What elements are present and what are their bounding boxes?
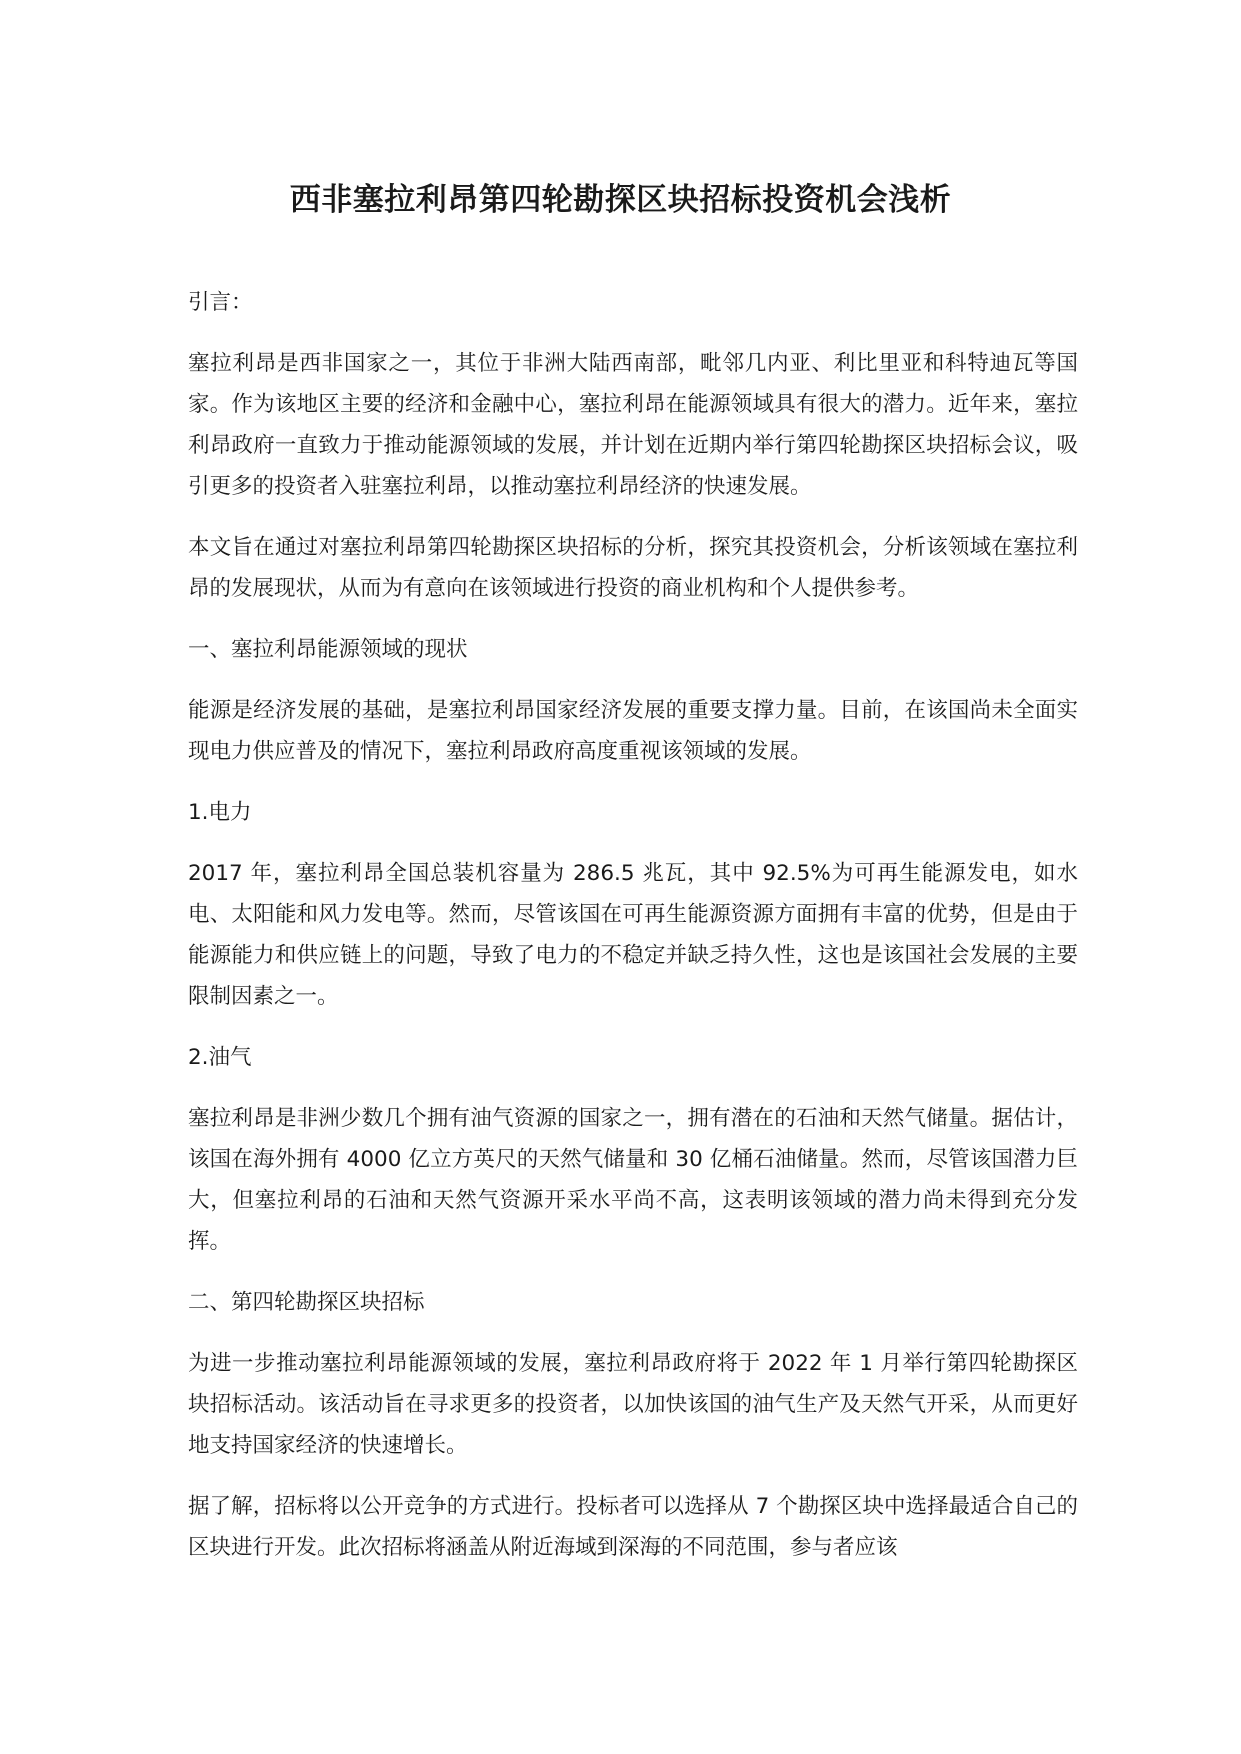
subsection-electricity-heading: 1.电力 — [188, 800, 252, 825]
section-1-heading: 一、塞拉利昂能源领域的现状 — [188, 637, 468, 662]
document-body — [188, 282, 1078, 1588]
subsection-oil-gas-heading: 2.油气 — [188, 1045, 252, 1070]
intro-paragraph-2: 本文旨在通过对塞拉利昂第四轮勘探区块招标的分析，探究其投资机会，分析该领域在塞拉利昂的发展现状，从而为有意向在该领域进行投资的商业机构和个人提供参考。 — [188, 535, 1078, 601]
subsection-oil-gas-paragraph: 塞拉利昂是非洲少数几个拥有油气资源的国家之一，拥有潜在的石油和天然气储量。据估计，该国在海外拥有 4000 亿立方英尺的天然气储量和 30 亿桶石油储量。然而，尽管该国潜力巨大，但塞拉利昂的石油和天然气资源开采水平尚不高，这表明该领域的潜力尚未得到充分发挥。 — [188, 1106, 1078, 1254]
section-1-paragraph: 能源是经济发展的基础，是塞拉利昂国家经济发展的重要支撑力量。目前，在该国尚未全面实现电力供应普及的情况下，塞拉利昂政府高度重视该领域的发展。 — [188, 698, 1078, 764]
subsection-electricity-paragraph: 2017 年，塞拉利昂全国总装机容量为 286.5 兆瓦，其中 92.5%为可再生能源发电，如水电、太阳能和风力发电等。然而，尽管该国在可再生能源资源方面拥有丰富的优势，但是由于能源能力和供应链上的问题，导致了电力的不稳定并缺乏持久性，这也是该国社会发展的主要限制因素之一。 — [188, 861, 1078, 1009]
document-title: 西非塞拉利昂第四轮勘探区块招标投资机会浅析 — [289, 182, 952, 218]
intro-label: 引言： — [188, 290, 253, 315]
section-2-paragraph-2: 据了解，招标将以公开竞争的方式进行。投标者可以选择从 7 个勘探区块中选择最适合自己的区块进行开发。此次招标将涵盖从附近海域到深海的不同范围，参与者应该 — [188, 1494, 1078, 1560]
section-2-heading: 二、第四轮勘探区块招标 — [188, 1290, 425, 1315]
section-2-paragraph-1: 为进一步推动塞拉利昂能源领域的发展，塞拉利昂政府将于 2022 年 1 月举行第四轮勘探区块招标活动。该活动旨在寻求更多的投资者，以加快该国的油气生产及天然气开采，从而更好地支持国家经济的快速增长。 — [188, 1351, 1078, 1458]
intro-paragraph-1: 塞拉利昂是西非国家之一，其位于非洲大陆西南部，毗邻几内亚、利比里亚和科特迪瓦等国家。作为该地区主要的经济和金融中心，塞拉利昂在能源领域具有很大的潜力。近年来，塞拉利昂政府一直致力于推动能源领域的发展，并计划在近期内举行第四轮勘探区块招标会议，吸引更多的投资者入驻塞拉利昂，以推动塞拉利昂经济的快速发展。 — [188, 351, 1078, 499]
